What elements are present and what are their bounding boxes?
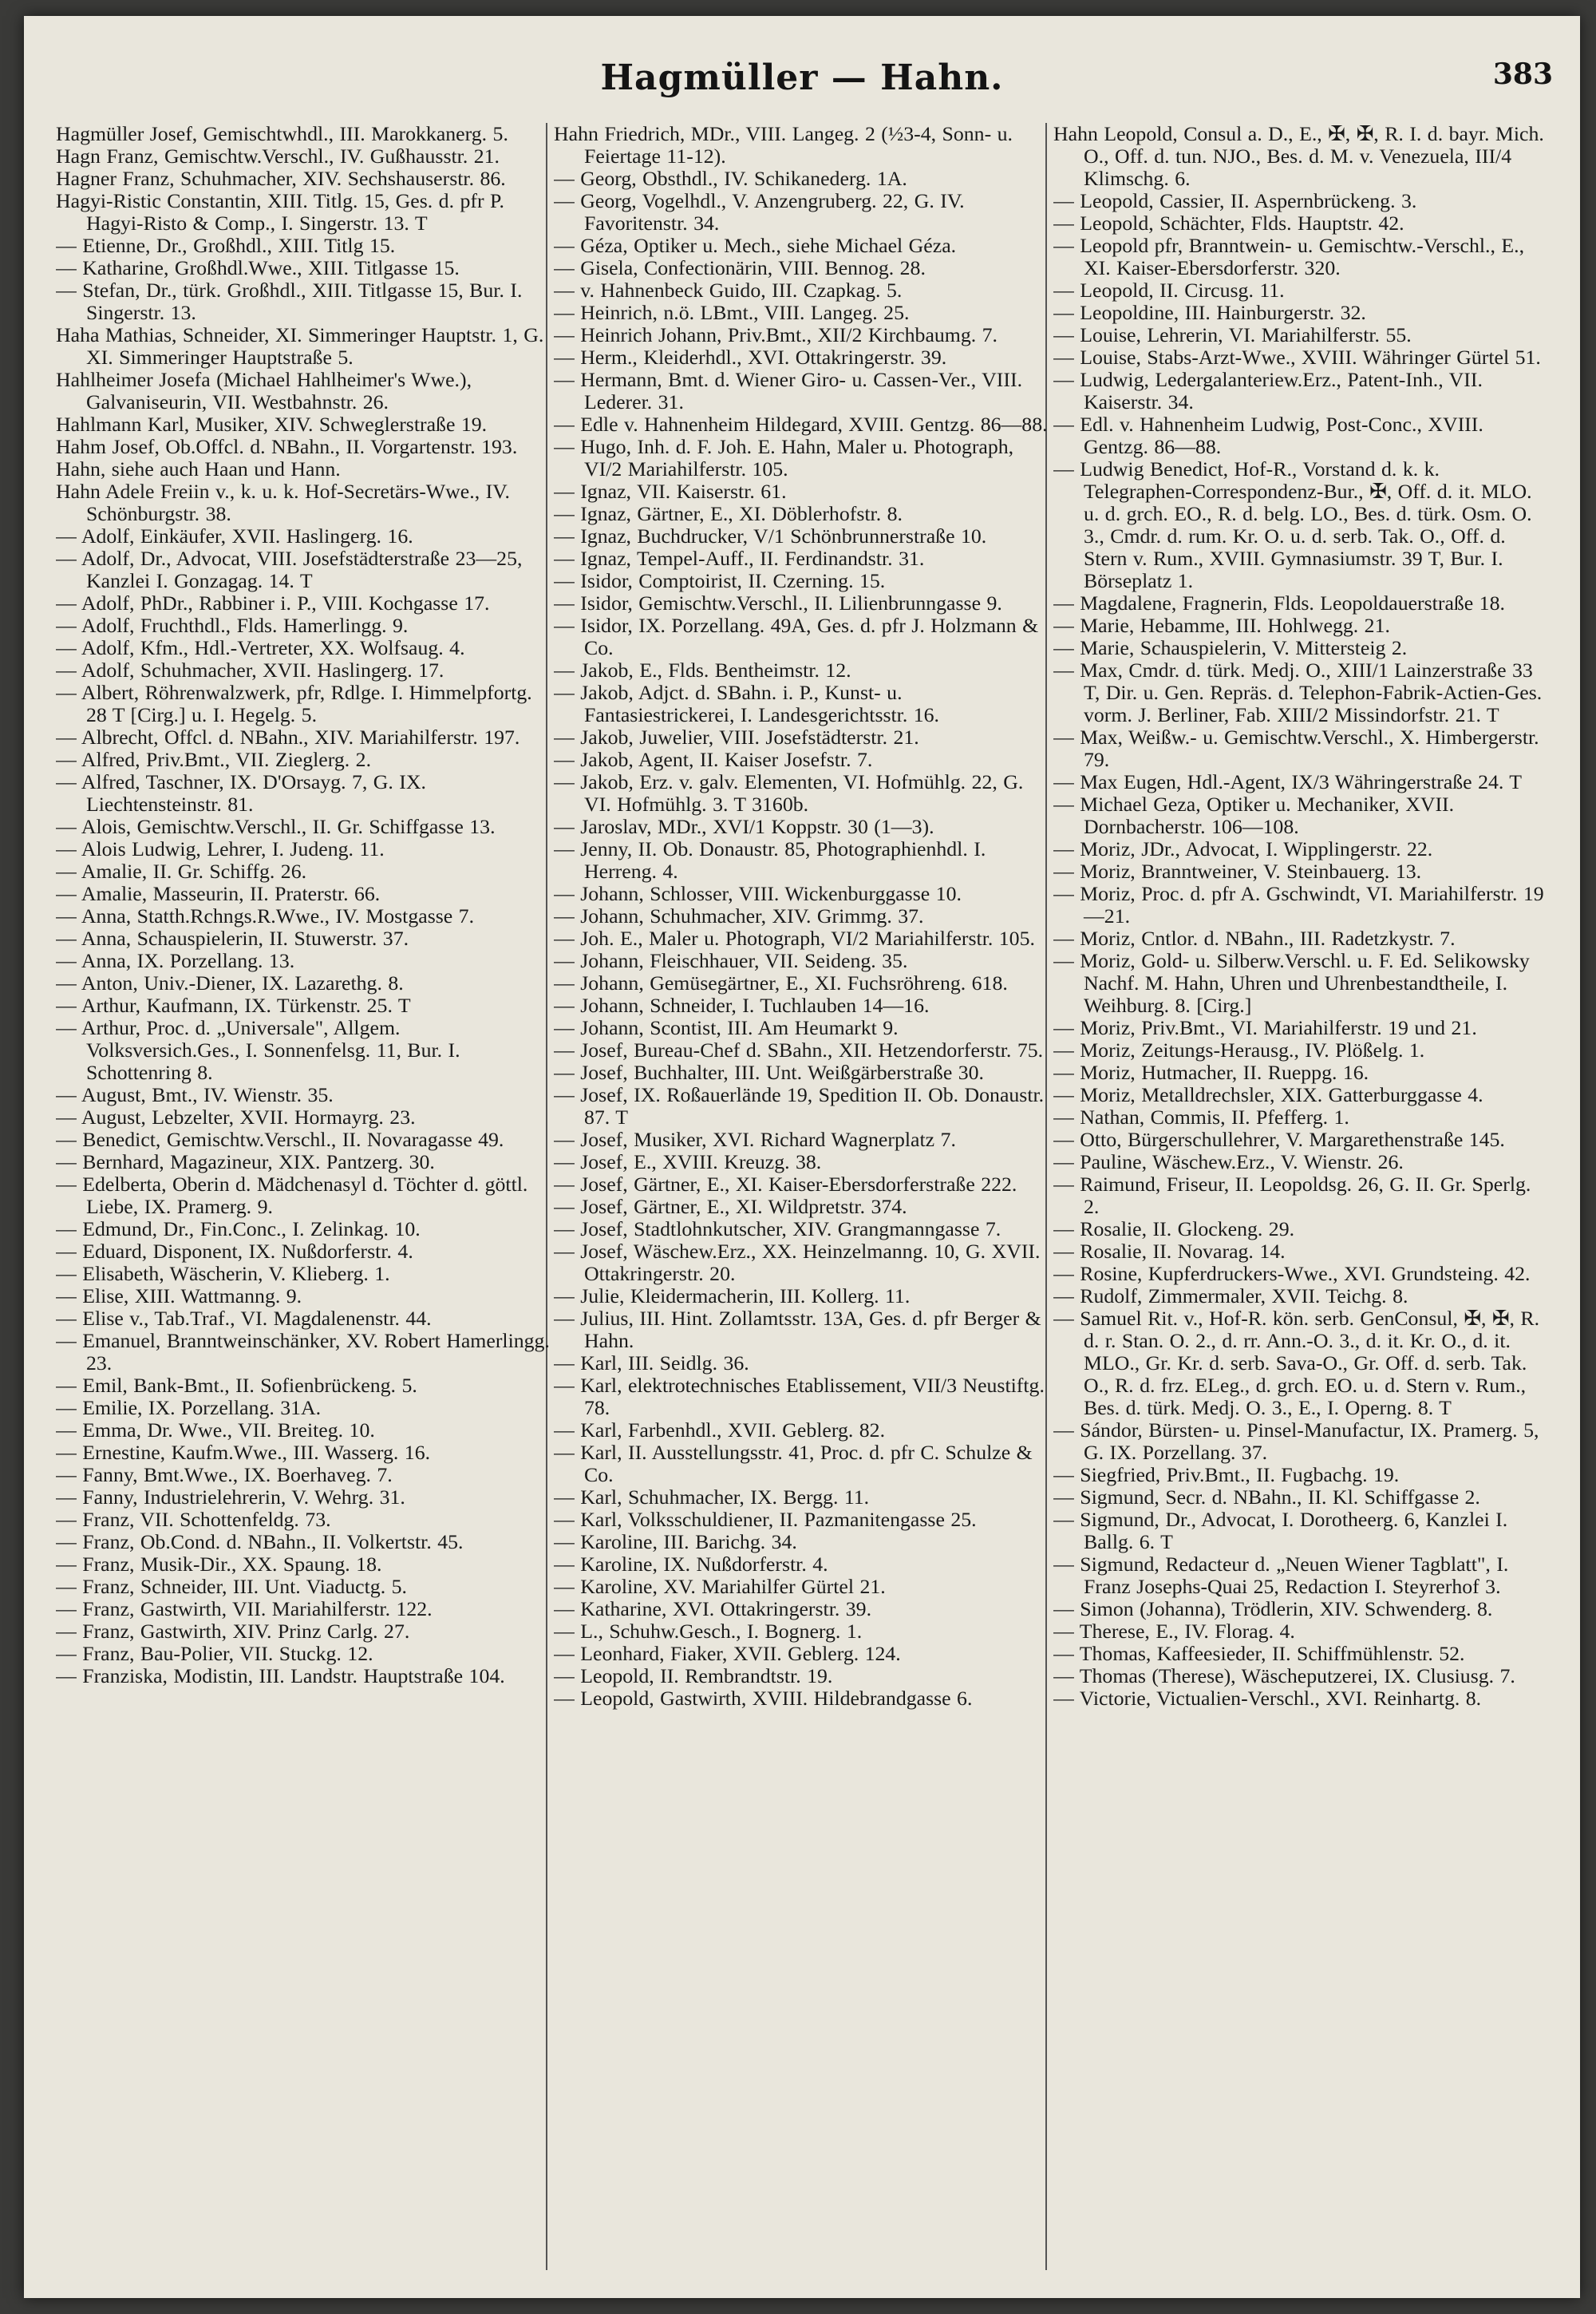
directory-entry: — Gisela, Confectionärin, VIII. Bennog. 28. bbox=[554, 256, 926, 279]
directory-entry: — Heinrich, n.ö. LBmt., VIII. Langeg. 25. bbox=[554, 301, 910, 324]
directory-entry: — Moriz, Cntlor. d. NBahn., III. Radetzkystr. 7. bbox=[1053, 927, 1456, 950]
directory-entry: — Edmund, Dr., Fin.Conc., I. Zelinkag. 10. bbox=[56, 1217, 421, 1240]
page-header bbox=[24, 57, 1580, 113]
directory-entry: Hagmüller Josef, Gemischtwhdl., III. Marokkanerg. 5. bbox=[56, 123, 508, 145]
directory-entry: — Moriz, Gold- u. Silberw.Verschl. u. F. Ed. Selikowsky Nachf. M. Hahn, Uhren und Uhrenbestandtheile, I. Weihburg. 8. [Cirg.] bbox=[1053, 949, 1530, 1017]
directory-entry: — Anna, Statth.Rchngs.R.Wwe., IV. Mostgasse 7. bbox=[56, 904, 475, 928]
directory-entry: Hahn, siehe auch Haan und Hann. bbox=[56, 457, 341, 481]
directory-entry: — Isidor, Comptoirist, II. Czerning. 15. bbox=[554, 569, 886, 592]
directory-entry: — Anna, Schauspielerin, II. Stuwerstr. 37. bbox=[56, 927, 409, 950]
directory-entry: — Benedict, Gemischtw.Verschl., II. Novaragasse 49. bbox=[56, 1128, 504, 1151]
directory-entry: — Moriz, JDr., Advocat, I. Wipplingerstr. 22. bbox=[1053, 837, 1433, 860]
directory-entry: — Magdalene, Fragnerin, Flds. Leopoldauerstraße 18. bbox=[1053, 591, 1505, 615]
directory-entry: — Hugo, Inh. d. F. Joh. E. Hahn, Maler u. Photograph, VI/2 Mariahilferstr. 105. bbox=[554, 435, 1014, 481]
directory-entry: Hahn Friedrich, MDr., VIII. Langeg. 2 (½3-4, Sonn- u. Feiertage 11-12). bbox=[554, 123, 1013, 168]
directory-entry: — Moriz, Metalldrechsler, XIX. Gatterburggasse 4. bbox=[1053, 1083, 1483, 1106]
directory-entry: — Simon (Johanna), Trödlerin, XIV. Schwenderg. 8. bbox=[1053, 1597, 1493, 1620]
directory-column-3 bbox=[1053, 123, 1548, 2270]
directory-entry: Hahlheimer Josefa (Michael Hahlheimer's Wwe.), Galvaniseurin, VII. Westbahnstr. 26. bbox=[56, 368, 472, 413]
directory-entry: — Amalie, Masseurin, II. Praterstr. 66. bbox=[56, 882, 381, 905]
directory-entry: Hahlmann Karl, Musiker, XIV. Schweglerstraße 19. bbox=[56, 413, 488, 436]
directory-entry: — Arthur, Kaufmann, IX. Türkenstr. 25. T bbox=[56, 994, 411, 1017]
directory-entry: — Johann, Gemüsegärtner, E., XI. Fuchsröhreng. 618. bbox=[554, 971, 1008, 995]
directory-entry: — Géza, Optiker u. Mech., siehe Michael Géza. bbox=[554, 234, 957, 257]
directory-page bbox=[24, 16, 1580, 2298]
directory-entry: — Alois, Gemischtw.Verschl., II. Gr. Schiffgasse 13. bbox=[56, 815, 496, 838]
directory-entry: — Louise, Stabs-Arzt-Wwe., XVIII. Währinger Gürtel 51. bbox=[1053, 346, 1541, 369]
directory-entry: — Franz, Schneider, III. Unt. Viaductg. 5. bbox=[56, 1575, 407, 1598]
directory-entry: — Hermann, Bmt. d. Wiener Giro- u. Cassen-Ver., VIII. Lederer. 31. bbox=[554, 368, 1023, 413]
directory-entry: — Josef, Gärtner, E., XI. Kaiser-Ebersdorferstraße 222. bbox=[554, 1173, 1017, 1196]
directory-entry: — Fanny, Bmt.Wwe., IX. Boerhaveg. 7. bbox=[56, 1463, 393, 1486]
directory-entry: — Johann, Scontist, III. Am Heumarkt 9. bbox=[554, 1016, 899, 1039]
directory-entry: — Ignaz, Gärtner, E., XI. Döblerhofstr. 8. bbox=[554, 502, 903, 525]
directory-entry: — Eduard, Disponent, IX. Nußdorferstr. 4. bbox=[56, 1240, 413, 1263]
directory-entry: — Franz, VII. Schottenfeldg. 73. bbox=[56, 1508, 331, 1531]
directory-entry: — Max Eugen, Hdl.-Agent, IX/3 Währingerstraße 24. T bbox=[1053, 770, 1523, 793]
directory-entry: — Isidor, IX. Porzellang. 49A, Ges. d. pfr J. Holzmann & Co. bbox=[554, 614, 1039, 659]
directory-entry: — Raimund, Friseur, II. Leopoldsg. 26, G. II. Gr. Sperlg. 2. bbox=[1053, 1173, 1531, 1218]
directory-entry: — Karl, Schuhmacher, IX. Bergg. 11. bbox=[554, 1485, 870, 1509]
directory-entry: Hahn Leopold, Consul a. D., E., ✠, ✠, R. I. d. bayr. Mich. O., Off. d. tun. NJO., Bes. d. M. v. Venezuela, III/4 Klimschg. 6. bbox=[1053, 123, 1544, 190]
directory-entry: — Leopoldine, III. Hainburgerstr. 32. bbox=[1053, 301, 1366, 324]
directory-entry: — Adolf, Schuhmacher, XVII. Haslingerg. 17. bbox=[56, 659, 444, 682]
directory-entry: — Jenny, II. Ob. Donaustr. 85, Photographienhdl. I. Herreng. 4. bbox=[554, 837, 986, 883]
directory-entry: — Emilie, IX. Porzellang. 31A. bbox=[56, 1396, 322, 1419]
directory-entry: Hahm Josef, Ob.Offcl. d. NBahn., II. Vorgartenstr. 193. bbox=[56, 435, 518, 458]
directory-entry: — Moriz, Hutmacher, II. Rueppg. 16. bbox=[1053, 1061, 1369, 1084]
directory-entry: — Isidor, Gemischtw.Verschl., II. Lilienbrunngasse 9. bbox=[554, 591, 1002, 615]
directory-entry: — Josef, Wäschew.Erz., XX. Heinzelmanng. 10, G. XVII. Ottakringerstr. 20. bbox=[554, 1240, 1041, 1285]
directory-entry: — Pauline, Wäschew.Erz., V. Wienstr. 26. bbox=[1053, 1150, 1404, 1173]
directory-entry: — Georg, Obsthdl., IV. Schikanederg. 1A. bbox=[554, 167, 907, 190]
directory-entry: — Victorie, Victualien-Verschl., XVI. Reinhartg. 8. bbox=[1053, 1687, 1482, 1710]
directory-entry: — Leopold, Schächter, Flds. Hauptstr. 42. bbox=[1053, 212, 1404, 235]
directory-entry: — Samuel Rit. v., Hof-R. kön. serb. GenConsul, ✠, ✠, R. d. r. Stan. O. 2., d. rr. Ann.-O. 3., d. it. Kr. O., d. it. MLO., Gr. Kr. d. serb. Sava-O., Gr. Off. d. serb. Tak. O., R. d. frz. ELeg., d. grch. EO. u. d. Stern v. Rum., Bes. d. türk. Medj. O. 3., E., I. Operng. 8. T bbox=[1053, 1307, 1540, 1419]
directory-entry: — Fanny, Industrielehrerin, V. Wehrg. 31. bbox=[56, 1485, 405, 1509]
directory-entry: — Nathan, Commis, II. Pfefferg. 1. bbox=[1053, 1106, 1349, 1129]
directory-entry: — Karoline, III. Barichg. 34. bbox=[554, 1530, 797, 1553]
directory-entry: Hahn Adele Freiin v., k. u. k. Hof-Secretärs-Wwe., IV. Schönburgstr. 38. bbox=[56, 480, 510, 525]
directory-entry: — Adolf, PhDr., Rabbiner i. P., VIII. Kochgasse 17. bbox=[56, 591, 490, 615]
directory-entry: — Johann, Schlosser, VIII. Wickenburggasse 10. bbox=[554, 882, 962, 905]
directory-entry: — Johann, Schuhmacher, XIV. Grimmg. 37. bbox=[554, 904, 924, 928]
directory-entry: — Karl, Volksschuldiener, II. Pazmanitengasse 25. bbox=[554, 1508, 977, 1531]
directory-entry: — Edelberta, Oberin d. Mädchenasyl d. Töchter d. göttl. Liebe, IX. Pramerg. 9. bbox=[56, 1173, 528, 1218]
directory-entry: — Julius, III. Hint. Zollamtsstr. 13A, Ges. d. pfr Berger & Hahn. bbox=[554, 1307, 1041, 1352]
directory-entry: — Alois Ludwig, Lehrer, I. Judeng. 11. bbox=[56, 837, 385, 860]
directory-entry: — Georg, Vogelhdl., V. Anzengruberg. 22, G. IV. Favoritenstr. 34. bbox=[554, 189, 965, 235]
directory-entry: — Jakob, Juwelier, VIII. Josefstädterstr. 21. bbox=[554, 726, 919, 749]
directory-column-1 bbox=[56, 123, 551, 2270]
directory-entry: — Leopold, II. Circusg. 11. bbox=[1053, 279, 1285, 302]
directory-entry: — Michael Geza, Optiker u. Mechaniker, XVII. Dornbacherstr. 106—108. bbox=[1053, 793, 1455, 838]
directory-entry: — Moriz, Priv.Bmt., VI. Mariahilferstr. 19 und 21. bbox=[1053, 1016, 1477, 1039]
directory-entry: — August, Bmt., IV. Wienstr. 35. bbox=[56, 1083, 334, 1106]
directory-entry: — Franz, Musik-Dir., XX. Spaung. 18. bbox=[56, 1553, 382, 1576]
directory-entry: — Sigmund, Secr. d. NBahn., II. Kl. Schiffgasse 2. bbox=[1053, 1485, 1480, 1509]
directory-entry: — Alfred, Taschner, IX. D'Orsayg. 7, G. IX. Liechtensteinstr. 81. bbox=[56, 770, 426, 816]
directory-entry: — Rosalie, II. Glockeng. 29. bbox=[1053, 1217, 1295, 1240]
directory-entry: — Franz, Gastwirth, VII. Mariahilferstr. 122. bbox=[56, 1597, 433, 1620]
directory-entry: — Rosalie, II. Novarag. 14. bbox=[1053, 1240, 1286, 1263]
directory-entry: — Ludwig Benedict, Hof-R., Vorstand d. k. k. Telegraphen-Correspondenz-Bur., ✠, Off. d. it. MLO. u. d. grch. EO., R. d. belg. LO., Bes. d. türk. Osm. O. 3., Cmdr. d. rum. Kr. O. u. d. serb. Tak. O., Off. d. Stern v. Rum., XVIII. Gymnasiumstr. 39 T, Bur. I. Börseplatz 1. bbox=[1053, 457, 1532, 592]
directory-entry: Hagyi-Ristic Constantin, XIII. Titlg. 15, Ges. d. pfr P. Hagyi-Risto & Comp., I. Singerstr. 13. T bbox=[56, 189, 504, 235]
directory-entry: — v. Hahnenbeck Guido, III. Czapkag. 5. bbox=[554, 279, 903, 302]
directory-entry: — Otto, Bürgerschullehrer, V. Margarethenstraße 145. bbox=[1053, 1128, 1505, 1151]
directory-entry: — Herm., Kleiderhdl., XVI. Ottakringerstr. 39. bbox=[554, 346, 947, 369]
directory-entry: — Jakob, Adjct. d. SBahn. i. P., Kunst- u. Fantasiestrickerei, I. Landesgerichtsstr. 16. bbox=[554, 681, 939, 726]
directory-entry: — Anton, Univ.-Diener, IX. Lazarethg. 8. bbox=[56, 971, 404, 995]
directory-entry: — Jaroslav, MDr., XVI/1 Koppstr. 30 (1—3). bbox=[554, 815, 934, 838]
directory-entry: — Ludwig, Ledergalanteriew.Erz., Patent-Inh., VII. Kaiserstr. 34. bbox=[1053, 368, 1483, 413]
directory-entry: — Ignaz, VII. Kaiserstr. 61. bbox=[554, 480, 787, 503]
directory-entry: — Moriz, Branntweiner, V. Steinbauerg. 13. bbox=[1053, 860, 1422, 883]
directory-entry: — Leopold, Gastwirth, XVIII. Hildebrandgasse 6. bbox=[554, 1687, 973, 1710]
directory-entry: — Josef, E., XVIII. Kreuzg. 38. bbox=[554, 1150, 822, 1173]
directory-entry: — Adolf, Kfm., Hdl.-Vertreter, XX. Wolfsaug. 4. bbox=[56, 636, 465, 659]
directory-entry: — Albrecht, Offcl. d. NBahn., XIV. Mariahilferstr. 197. bbox=[56, 726, 520, 749]
directory-entry: — Josef, Buchhalter, III. Unt. Weißgärberstraße 30. bbox=[554, 1061, 984, 1084]
directory-entry: — Josef, Bureau-Chef d. SBahn., XII. Hetzendorferstr. 75. bbox=[554, 1038, 1044, 1062]
directory-entry: — Leonhard, Fiaker, XVII. Geblerg. 124. bbox=[554, 1642, 901, 1665]
directory-entry: — Emanuel, Branntweinschänker, XV. Robert Hamerlingg. 23. bbox=[56, 1329, 550, 1375]
directory-entry: — Stefan, Dr., türk. Großhdl., XIII. Titlgasse 15, Bur. I. Singerstr. 13. bbox=[56, 279, 523, 324]
directory-entry: — August, Lebzelter, XVII. Hormayrg. 23. bbox=[56, 1106, 416, 1129]
directory-entry: — Katharine, XVI. Ottakringerstr. 39. bbox=[554, 1597, 872, 1620]
directory-entry: — Adolf, Fruchthdl., Flds. Hamerlingg. 9. bbox=[56, 614, 409, 637]
directory-entry: — L., Schuhw.Gesch., I. Bognerg. 1. bbox=[554, 1620, 863, 1643]
directory-entry: — Max, Cmdr. d. türk. Medj. O., XIII/1 Lainzerstraße 33 T, Dir. u. Gen. Repräs. d. Telephon-Fabrik-Actien-Ges. vorm. J. Berliner, Fab. XIII/2 Missindorfstr. 21. T bbox=[1053, 659, 1543, 726]
directory-entry: — Franz, Ob.Cond. d. NBahn., II. Volkertstr. 45. bbox=[56, 1530, 464, 1553]
page-title: Hagmüller — Hahn. bbox=[600, 57, 1004, 98]
directory-entry: — Johann, Fleischhauer, VII. Seideng. 35. bbox=[554, 949, 908, 972]
directory-entry: — Thomas, Kaffeesieder, II. Schiffmühlenstr. 52. bbox=[1053, 1642, 1465, 1665]
directory-entry: — Karl, II. Ausstellungsstr. 41, Proc. d. pfr C. Schulze & Co. bbox=[554, 1441, 1033, 1486]
directory-entry: — Josef, Stadtlohnkutscher, XIV. Grangmanngasse 7. bbox=[554, 1217, 1001, 1240]
directory-column-2 bbox=[554, 123, 1049, 2270]
directory-entry: — Rosine, Kupferdruckers-Wwe., XVI. Grundsteing. 42. bbox=[1053, 1262, 1531, 1285]
directory-entry: — Karl, elektrotechnisches Etablissement, VII/3 Neustiftg. 78. bbox=[554, 1374, 1045, 1419]
directory-entry: — Moriz, Proc. d. pfr A. Gschwindt, VI. Mariahilferstr. 19—21. bbox=[1053, 882, 1544, 928]
directory-entry: — Jakob, E., Flds. Bentheimstr. 12. bbox=[554, 659, 851, 682]
directory-entry: — Louise, Lehrerin, VI. Mariahilferstr. 55. bbox=[1053, 323, 1412, 346]
directory-entry: — Adolf, Einkäufer, XVII. Haslingerg. 16. bbox=[56, 524, 413, 548]
directory-entry: — Bernhard, Magazineur, XIX. Pantzerg. 30. bbox=[56, 1150, 435, 1173]
directory-entry: — Therese, E., IV. Florag. 4. bbox=[1053, 1620, 1295, 1643]
directory-entry: — Josef, Musiker, XVI. Richard Wagnerplatz 7. bbox=[554, 1128, 956, 1151]
directory-entry: — Josef, IX. Roßauerlände 19, Spedition II. Ob. Donaustr. 87. T bbox=[554, 1083, 1045, 1129]
directory-entry: Haha Mathias, Schneider, XI. Simmeringer Hauptstr. 1, G. XI. Simmeringer Hauptstraße 5. bbox=[56, 323, 544, 369]
directory-entry: — Marie, Schauspielerin, V. Mittersteig 2. bbox=[1053, 636, 1408, 659]
directory-entry: — Julie, Kleidermacherin, III. Kollerg. 11. bbox=[554, 1284, 911, 1307]
directory-entry: — Franz, Bau-Polier, VII. Stuckg. 12. bbox=[56, 1642, 373, 1665]
directory-entry: — Rudolf, Zimmermaler, XVII. Teichg. 8. bbox=[1053, 1284, 1408, 1307]
directory-entry: — Adolf, Dr., Advocat, VIII. Josefstädterstraße 23—25, Kanzlei I. Gonzagag. 14. T bbox=[56, 547, 523, 592]
directory-entry: — Thomas (Therese), Wäscheputzerei, IX. Clusiusg. 7. bbox=[1053, 1664, 1515, 1687]
directory-entry: — Karoline, IX. Nußdorferstr. 4. bbox=[554, 1553, 828, 1576]
directory-entry: — Franziska, Modistin, III. Landstr. Hauptstraße 104. bbox=[56, 1664, 505, 1687]
directory-entry: — Sándor, Bürsten- u. Pinsel-Manufactur, IX. Pramerg. 5, G. IX. Porzellang. 37. bbox=[1053, 1418, 1539, 1464]
directory-entry: — Karl, III. Seidlg. 36. bbox=[554, 1351, 749, 1375]
directory-entry: — Leopold, Cassier, II. Aspernbrückeng. 3. bbox=[1053, 189, 1417, 212]
directory-entry: — Katharine, Großhdl.Wwe., XIII. Titlgasse 15. bbox=[56, 256, 460, 279]
directory-entry: — Jakob, Erz. v. galv. Elementen, VI. Hofmühlg. 22, G. VI. Hofmühlg. 3. T 3160b. bbox=[554, 770, 1024, 816]
directory-entry: — Edle v. Hahnenheim Hildegard, XVIII. Gentzg. 86—88. bbox=[554, 413, 1048, 436]
directory-entry: — Elise v., Tab.Traf., VI. Magdalenenstr. 44. bbox=[56, 1307, 432, 1330]
directory-entry: — Ernestine, Kaufm.Wwe., III. Wasserg. 16. bbox=[56, 1441, 431, 1464]
directory-entry: — Ignaz, Tempel-Auff., II. Ferdinandstr. 31. bbox=[554, 547, 925, 570]
directory-entry: Hagner Franz, Schuhmacher, XIV. Sechshauserstr. 86. bbox=[56, 167, 506, 190]
directory-entry: — Franz, Gastwirth, XIV. Prinz Carlg. 27. bbox=[56, 1620, 410, 1643]
directory-entry: — Emil, Bank-Bmt., II. Sofienbrückeng. 5. bbox=[56, 1374, 417, 1397]
directory-entry: — Johann, Schneider, I. Tuchlauben 14—16. bbox=[554, 994, 930, 1017]
directory-entry: — Etienne, Dr., Großhdl., XIII. Titlg 15. bbox=[56, 234, 396, 257]
directory-entry: — Edl. v. Hahnenheim Ludwig, Post-Conc., XVIII. Gentzg. 86—88. bbox=[1053, 413, 1483, 458]
directory-entry: — Sigmund, Dr., Advocat, I. Dorotheerg. 6, Kanzlei I. Ballg. 6. T bbox=[1053, 1508, 1508, 1553]
directory-entry: — Arthur, Proc. d. „Universale", Allgem. Volksversich.Ges., I. Sonnenfelsg. 11, Bur. I. Schottenring 8. bbox=[56, 1016, 460, 1084]
directory-entry: — Leopold, II. Rembrandtstr. 19. bbox=[554, 1664, 833, 1687]
directory-entry: — Karl, Farbenhdl., XVII. Geblerg. 82. bbox=[554, 1418, 886, 1442]
directory-entry: — Elisabeth, Wäscherin, V. Klieberg. 1. bbox=[56, 1262, 390, 1285]
directory-entry: — Max, Weißw.- u. Gemischtw.Verschl., X. Himbergerstr. 79. bbox=[1053, 726, 1539, 771]
directory-entry: — Heinrich Johann, Priv.Bmt., XII/2 Kirchbaumg. 7. bbox=[554, 323, 998, 346]
directory-entry: — Alfred, Priv.Bmt., VII. Zieglerg. 2. bbox=[56, 748, 372, 771]
directory-entry: — Leopold pfr, Branntwein- u. Gemischtw.-Verschl., E., XI. Kaiser-Ebersdorferstr. 320. bbox=[1053, 234, 1525, 279]
directory-entry: — Karoline, XV. Mariahilfer Gürtel 21. bbox=[554, 1575, 886, 1598]
directory-entry: — Siegfried, Priv.Bmt., II. Fugbachg. 19. bbox=[1053, 1463, 1400, 1486]
directory-entry: — Moriz, Zeitungs-Herausg., IV. Plößelg. 1. bbox=[1053, 1038, 1425, 1062]
directory-entry: — Elise, XIII. Wattmanng. 9. bbox=[56, 1284, 302, 1307]
directory-entry: — Jakob, Agent, II. Kaiser Josefstr. 7. bbox=[554, 748, 873, 771]
directory-entry: — Anna, IX. Porzellang. 13. bbox=[56, 949, 295, 972]
directory-entry: — Joh. E., Maler u. Photograph, VI/2 Mariahilferstr. 105. bbox=[554, 927, 1035, 950]
directory-entry: — Ignaz, Buchdrucker, V/1 Schönbrunnerstraße 10. bbox=[554, 524, 987, 548]
directory-entry: — Sigmund, Redacteur d. „Neuen Wiener Tagblatt", I. Franz Josephs-Quai 25, Redaction I. Steyrerhof 3. bbox=[1053, 1553, 1509, 1598]
directory-entry: — Emma, Dr. Wwe., VII. Breiteg. 10. bbox=[56, 1418, 375, 1442]
page-number: 383 bbox=[1492, 57, 1553, 91]
directory-entry: — Amalie, II. Gr. Schiffg. 26. bbox=[56, 860, 307, 883]
directory-entry: Hagn Franz, Gemischtw.Verschl., IV. Gußhausstr. 21. bbox=[56, 144, 500, 168]
directory-entry: — Marie, Hebamme, III. Hohlwegg. 21. bbox=[1053, 614, 1390, 637]
directory-entry: — Josef, Gärtner, E., XI. Wildpretstr. 374. bbox=[554, 1195, 907, 1218]
directory-entry: — Albert, Röhrenwalzwerk, pfr, Rdlge. I. Himmelpfortg. 28 T [Cirg.] u. I. Hegelg. 5. bbox=[56, 681, 532, 726]
